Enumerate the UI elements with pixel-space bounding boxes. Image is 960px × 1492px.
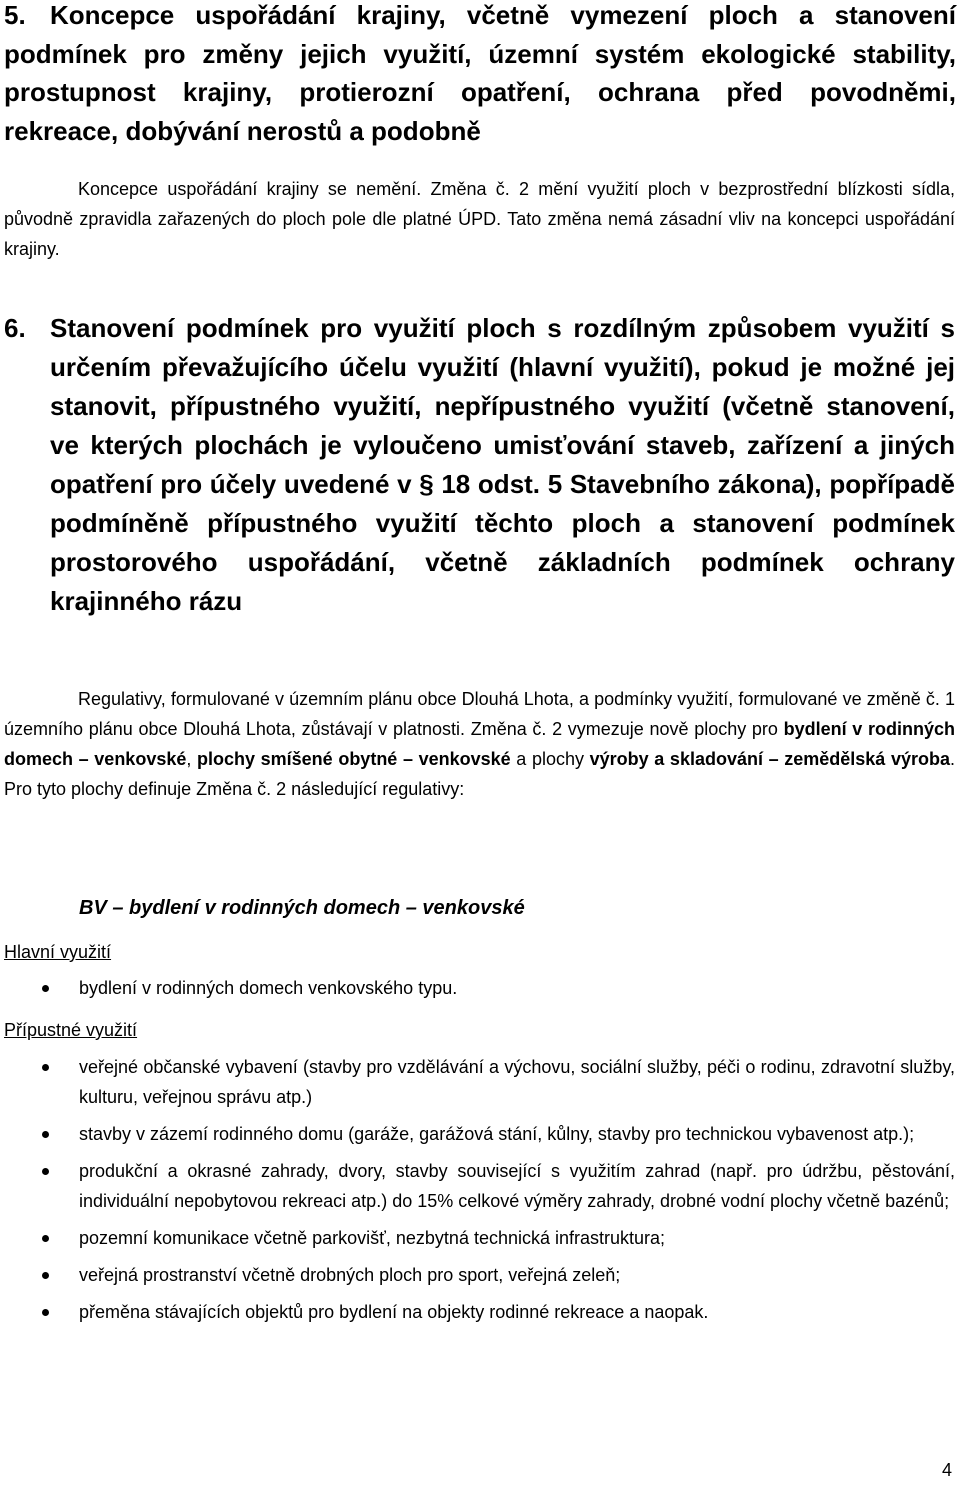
list-item: bydlení v rodinných domech venkovského typu.	[0, 973, 955, 1003]
section-5-paragraph-text: Koncepce uspořádání krajiny se nemění. Změna č. 2 mění využití ploch v bezprostřední blízkosti sídla, původně zpravidla zařazených do ploch pole dle platné ÚPD. Tato změna nemá zásadní vliv na koncepci uspořádání krajiny.	[4, 179, 955, 259]
allowed-use-label: Přípustné využití	[4, 1020, 138, 1040]
list-item: veřejná prostranství včetně drobných ploch pro sport, veřejná zeleň;	[0, 1260, 955, 1290]
zone-name-vz: výroby a skladování – zemědělská výroba	[589, 749, 950, 769]
section-5-paragraph	[4, 174, 955, 264]
list-item: produkční a okrasné zahrady, dvory, stavby související s využitím zahrad (např. pro údržbu, pěstování, individuální nepobytovou rekreaci atp.) do 15% celkové výměry zahrady, drobné vodní plochy včetně bazénů;	[0, 1156, 955, 1216]
bullet-icon	[42, 1064, 49, 1071]
bullet-icon	[42, 1131, 49, 1138]
bullet-icon	[42, 1168, 49, 1175]
allowed-use-list	[0, 1052, 955, 1334]
page-number: 4	[941, 1460, 952, 1480]
list-item: pozemní komunikace včetně parkovišť, nezbytná technická infrastruktura;	[0, 1223, 955, 1253]
bullet-icon	[42, 985, 49, 992]
zone-title: BV – bydlení v rodinných domech – venkovské	[79, 897, 525, 919]
section-6-heading	[4, 309, 955, 621]
bullet-icon	[42, 1235, 49, 1242]
list-item: přeměna stávajících objektů pro bydlení na objekty rodinné rekreace a naopak.	[0, 1297, 955, 1327]
separator-2: a plochy	[510, 749, 590, 769]
bullet-icon	[42, 1272, 49, 1279]
section-5-title: Koncepce uspořádání krajiny, včetně vymezení ploch a stanovení podmínek pro změny jejich využití, územní systém ekologické stability, prostupnost krajiny, protierozní opatření, ochrana před povodněmi, rekreace, dobývání nerostů a podobně	[4, 0, 956, 146]
section-6-paragraph-a: Regulativy, formulované v územním plánu obce Dlouhá Lhota, a podmínky využití, formulované ve změně č. 1 územního plánu obce Dlouhá Lhota, zůstávají v platnosti. Změna č. 2 vymezuje nově plochy pro	[4, 689, 955, 739]
section-6-number: 6.	[4, 313, 26, 343]
list-item: veřejné občanské vybavení (stavby pro vzdělávání a výchovu, sociální služby, péči o rodinu, zdravotní služby, kulturu, veřejnou správu atp.)	[0, 1052, 955, 1112]
main-use-list	[0, 973, 955, 1010]
separator-1: ,	[186, 749, 197, 769]
zone-name-bv: bydlení v rodinných domech – venkovské	[4, 719, 955, 769]
list-item: stavby v zázemí rodinného domu (garáže, garážová stání, kůlny, stavby pro technickou vybavenost atp.);	[0, 1119, 955, 1149]
main-use-label: Hlavní využití	[4, 942, 112, 962]
section-6-paragraph	[4, 684, 955, 804]
section-6-paragraph-b: . Pro tyto plochy definuje Změna č. 2 následující regulativy:	[4, 749, 955, 799]
zone-name-sv: plochy smíšené obytné – venkovské	[197, 749, 511, 769]
section-5-number: 5.	[4, 0, 26, 30]
bullet-icon	[42, 1309, 49, 1316]
section-5-heading	[4, 0, 956, 150]
section-6-title: Stanovení podmínek pro využití ploch s rozdílným způsobem využití s určením převažujícího účelu využití (hlavní využití), pokud je možné jej stanovit, přípustného využití, nepřípustného využití (včetně stanovení, ve kterých plochách je vyloučeno umisťování staveb, zařízení a jiných opatření pro účely uvedené v § 18 odst. 5 Stavebního zákona), popřípadě podmíněně přípustného využití těchto ploch a stanovení podmínek prostorového uspořádání, včetně základních podmínek ochrany krajinného rázu	[50, 313, 955, 616]
